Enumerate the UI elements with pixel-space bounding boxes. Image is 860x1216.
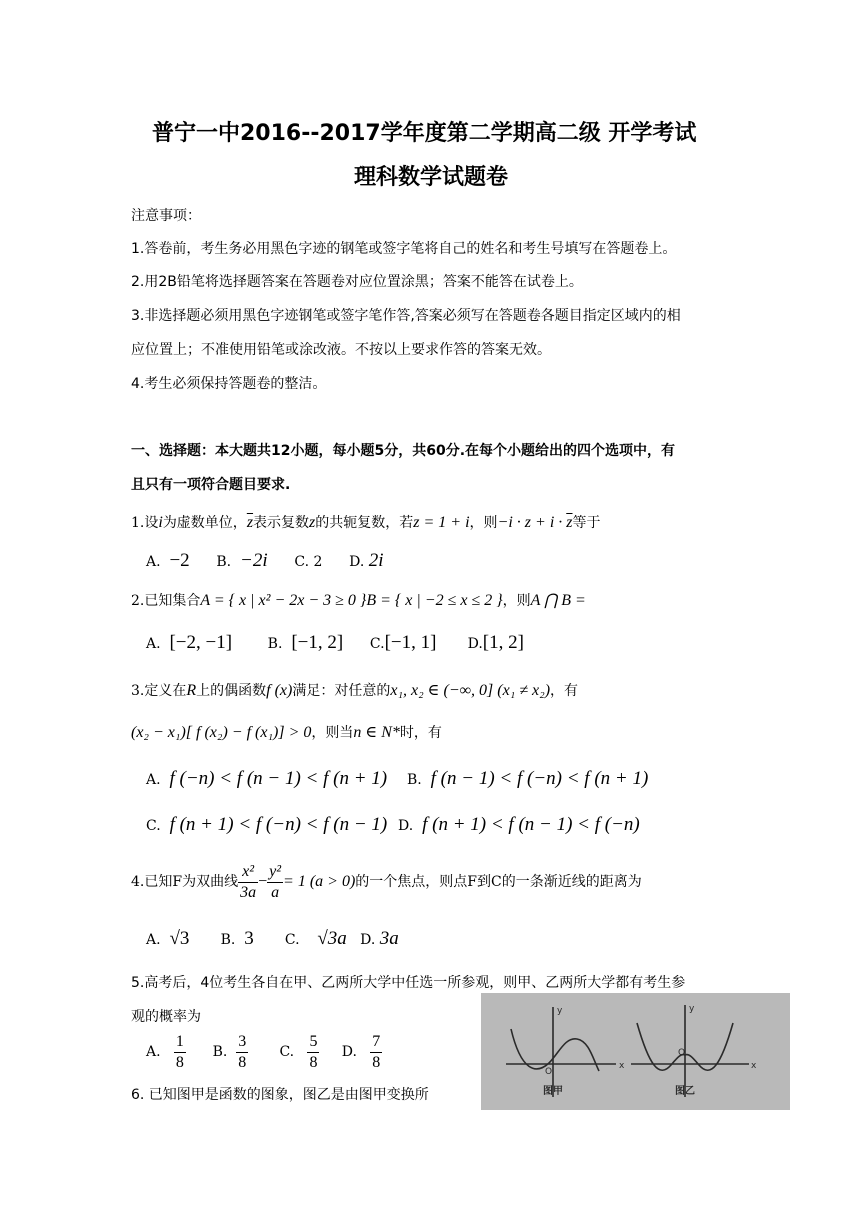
- caption-figure-jia: 图甲: [543, 1086, 563, 1097]
- graph-right-y-label: y: [689, 1004, 695, 1014]
- question-2: 2.已知集合A = { x | x² − 2x − 3 ≥ 0 }B = { x | −2 ≤ x ≤ 2 }，则A ⋂ B =: [131, 592, 586, 609]
- graph-left-x-label: x: [619, 1061, 625, 1071]
- fraction-y2-a: $\frac{\text{y²}}{a}$: [269, 862, 282, 901]
- notice-item-2: 2.用2B铅笔将选择题答案在答题卷对应位置涂黑；答案不能答在试卷上。: [131, 274, 583, 290]
- question-2-options: A. [−2, −1] B. [−1, 2] C.[−1, 1] D.[1, 2]: [146, 632, 524, 653]
- function-graph-figure: [481, 993, 790, 1110]
- question-3-option-d: D. f (n + 1) < f (n − 1) < f (−n): [398, 814, 640, 835]
- notice-item-3: 3.非选择题必须用黑色字迹钢笔或签字笔作答,答案必须写在答题卷各题目指定区域内的相: [131, 308, 681, 324]
- graph-right-origin: O: [678, 1048, 686, 1058]
- question-3-option-b: B. f (n − 1) < f (−n) < f (n + 1): [407, 768, 649, 789]
- graph-right-x-label: x: [751, 1061, 757, 1071]
- question-3: 3.定义在R上的偶函数f (x)满足：对任意的x₁, x₂ ∈ (−∞, 0] (x₁ ≠ x₂)，有: [131, 682, 579, 699]
- exam-subtitle: 理科数学试题卷: [354, 165, 509, 190]
- question-5-options: A. $\frac{1}{8}$ B. $\frac{3}{8}$ C. $\frac{5}{8}$ D. $\frac{7}{8}$: [146, 1032, 381, 1071]
- caption-figure-yi: 图乙: [675, 1086, 695, 1097]
- question-4-options: A. √3 B. 3 C. √3a D. 3a: [146, 928, 399, 949]
- notice-item-1: 1.答卷前，考生务必用黑色字迹的钢笔或签字笔将自己的姓名和考生号填写在答题卷上。: [131, 241, 677, 257]
- graph-left-origin: O: [545, 1067, 553, 1077]
- exam-title: 普宁一中2016--2017学年度第二学期高二级 开学考试: [152, 121, 697, 146]
- notice-item-3-cont: 应位置上；不准使用铅笔或涂改液。不按以上要求作答的答案无效。: [131, 342, 551, 358]
- question-4: 4.已知F为双曲线 $\frac{\text{x²}}{3a}$ − $\frac{\text{y²}}{a}$ = 1 (a > 0)的一个焦点，则点F到C的一条渐近线的距离为: [131, 862, 642, 901]
- question-5-cont: 观的概率为: [131, 1009, 201, 1025]
- graph-svg: [481, 993, 790, 1110]
- fraction-x2-3a: $\frac{\text{x²}}{3a}$: [240, 862, 257, 901]
- question-3-option-a: A. f (−n) < f (n − 1) < f (n + 1): [146, 768, 388, 789]
- notice-item-4: 4.考生必须保持答题卷的整洁。: [131, 376, 327, 392]
- question-3-option-c: C. f (n + 1) < f (−n) < f (n − 1): [146, 814, 388, 835]
- notice-heading: 注意事项：: [131, 208, 201, 224]
- section-heading-cont: 且只有一项符合题目要求.: [131, 477, 291, 493]
- question-3-cont: (x₂ − x₁)[ f (x₂) − f (x₁)] > 0，则当n ∈ N*时，有: [131, 724, 442, 741]
- question-6: 6. 已知图甲是函数的图象，图乙是由图甲变换所: [131, 1087, 429, 1103]
- question-1-options: A. −2 B. −2i C. 2 D. 2i: [146, 550, 384, 571]
- question-5: 5.高考后，4位考生各自在甲、乙两所大学中任选一所参观，则甲、乙两所大学都有考生参: [131, 975, 686, 991]
- graph-left-y-label: y: [557, 1006, 563, 1016]
- section-heading: 一、选择题：本大题共12小题，每小题5分，共60分.在每个小题给出的四个选项中，有: [131, 443, 676, 459]
- question-1: 1.设i为虚数单位，$\overline{z}$表示复数z的共轭复数，若z = 1 + i，则$-i \cdot z + i \cdot \overline{z}$等于: [131, 514, 601, 531]
